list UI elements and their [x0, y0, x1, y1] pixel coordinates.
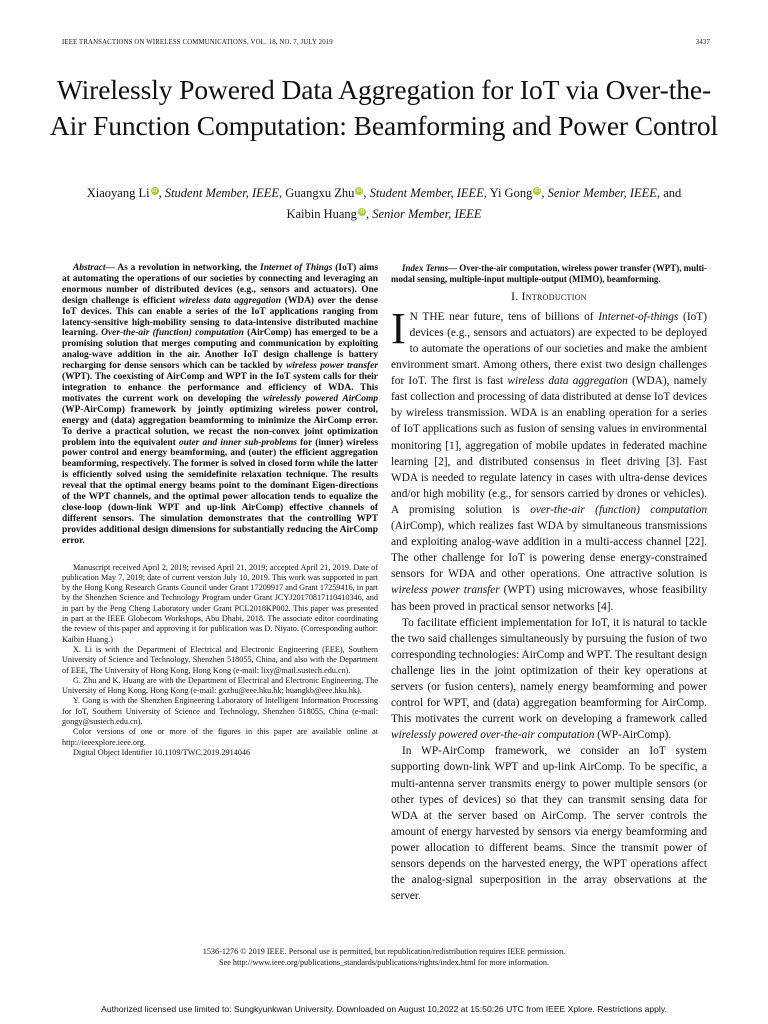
orcid-icon[interactable]: iD: [534, 188, 540, 194]
orcid-icon[interactable]: iD: [359, 209, 365, 215]
manuscript-note: Manuscript received April 2, 2019; revised April 21, 2019; accepted April 21, 2019. Date of publication May 7, 2019; date of current version July 10, 2019. This work was supported in part by the Hong Kong Research Grants Council under Grant 17209917 and Grant 17259416, in part by the Shenzhen Science and Technology Program under Grant JCYJ20170817110410346, and in part by the Peng Cheng Laboratory under Grant PCL2018KP002. This paper was presented in part at the IEEE Globecom Workshops, Abu Dhabi, 2018. The associate editor coordinating the review of this paper and approving it for publication was D. Niyato. (Corresponding author: Kaibin Huang.): [62, 562, 378, 644]
emphasized-term: Over-the-air (function) computation: [101, 328, 244, 339]
running-head: [62, 39, 710, 49]
emphasized-term: wirelessly powered AirComp: [263, 393, 379, 404]
copyright-notice: [60, 946, 708, 968]
author-name: Guangxu Zhu: [285, 186, 355, 200]
emphasized-term: wirelessly powered over-the-air computation: [391, 729, 595, 742]
paragraph: [391, 303, 708, 615]
paper-title: Wirelessly Powered Data Aggregation for IoT via Over-the-Air Function Computation: Beamforming and Power Control: [49, 74, 719, 141]
page-number: 3437: [695, 39, 710, 46]
orcid-icon[interactable]: iD: [356, 188, 362, 194]
orcid-icon[interactable]: iD: [151, 188, 158, 194]
color-note: Color versions of one or more of the figures in this paper are available online at http://ieeexplore.ieee.org.: [62, 727, 378, 747]
author-membership: Senior Member, IEEE: [372, 207, 482, 221]
paragraph-text: In WP-AirComp framework, we consider an IoT system supporting down-link WPT and up-link AirComp. To be specific, a multi-antenna server transmits energy to power multiple sensors (or other types of devices) so that they can transmit sensing data for WDA at the server based on AirComp. The server controls the amount of energy harvested by sensors via energy beamforming and power allocation to different beams. Since the transmit power of sensors depends on the harvested energy, the WPT operations affect the analog-signal superposition in the array observations at the server.: [391, 745, 707, 903]
index-terms-label: Index Terms: [402, 263, 449, 273]
author-list: Xiaoyang Li iD, Student Member, IEEE, Guangxu Zhu iD, Student Member, IEEE, Yi Gong iD, Senior Member, IEEE, and Kaibin Huang iD, Senior Member, IEEE: [86, 186, 682, 221]
emphasized-term: wireless data aggregation: [179, 295, 281, 306]
copyright-line: See http://www.ieee.org/publications_standards/publications/rights/index.html for more information.: [219, 958, 549, 967]
index-terms-text: — Over-the-air computation, wireless power transfer (WPT), multi-modal sensing, multiple-input multiple-output (MIMO), beamforming.: [391, 263, 708, 284]
paragraph: [391, 615, 707, 744]
paragraph: [391, 743, 707, 904]
affiliation-note: X. Li is with the Department of Electrical and Electronic Engineering (EEE), Southern University of Science and Technology, Shenzhen 518055, China, and also with the Department of EEE, The University of Hong Kong, Hong Kong (e-mail: lixy@mail.sustech.edu.cn).: [62, 644, 378, 675]
right-column: [391, 263, 707, 904]
author-name: Kaibin Huang: [286, 207, 357, 221]
author-name: Yi Gong: [489, 186, 533, 200]
emphasized-term: Internet of Things: [260, 263, 333, 273]
author-membership: Student Member, IEEE: [369, 186, 484, 200]
abstract-text: — As a revolution in networking, the Internet of Things (IoT) aims at automating the operations of our societies by connecting and leveraging an enormous number of distributed devices (e.g., sensors and actuators). One design challenge is efficient wireless data aggregation (WDA) over the dense IoT devices. This can enable a series of the IoT applications ranging from latency-sensitive high-mobility sensing to data-intensive distributed machine learning. Over-the-air (function) computation (AirComp) has emerged to be a promising solution that merges computing and communication by exploiting analog-wave addition in the air. Another IoT design challenge is battery recharging for dense sensors which can be tackled by wireless power transfer (WPT). The coexisting of AirComp and WPT in the IoT system calls for their integration to enhance the performance and efficiency of WDA. This motivates the current work on developing the wirelessly powered AirComp (WP-AirComp) framework by jointly optimizing wireless power control, energy and (data) aggregation beamforming to minimize the AirComp error. To derive a practical solution, we recast the non-convex joint optimization problem into the equivalent outer and inner sub-problems for (inner) wireless power control and energy beamforming, and (outer) the efficient aggregation beamforming, respectively. The former is solved in closed form while the latter is efficiently solved using the semidefinite relaxation technique. The results reveal that the optimal energy beams point to the dominant Eigen-directions of the WPT channels, and the optimal power allocation tends to equalize the close-loop (down-link WPT and up-link AirComp) effective channels of different sensors. The simulation demonstrates that the controlling WPT provides additional design dimensions for substantially reducing the AirComp error.: [62, 263, 379, 546]
journal-info: IEEE TRANSACTIONS ON WIRELESS COMMUNICATIONS, VOL. 18, NO. 7, JULY 2019: [62, 39, 333, 46]
section-heading: [391, 291, 707, 303]
author-membership: Senior Member, IEEE: [547, 186, 657, 200]
license-notice: Authorized licensed use limited to: Sungkyunkwan University. Downloaded on August 10,2022 at 15:50:26 UTC from IEEE Xplore. Restrictions apply.: [101, 1004, 667, 1014]
emphasized-term: outer and inner sub-problems: [178, 437, 297, 448]
drop-cap: I: [391, 303, 406, 353]
footnote: [62, 563, 378, 759]
author-name: Xiaoyang Li: [86, 186, 150, 200]
emphasized-term: wireless power transfer: [286, 361, 378, 372]
emphasized-term: wireless power transfer: [391, 584, 500, 597]
doi-note: Digital Object Identifier 10.1109/TWC.2019.2914046: [73, 747, 251, 757]
affiliation-note: Y. Gong is with the Shenzhen Engineering Laboratory of Intelligent Information Processing for IoT, Southern University of Science and Technology, Shenzhen 518055, China (e-mail: gongy@sustech.edu.cn).: [62, 696, 378, 727]
copyright-line: 1536-1276 © 2019 IEEE. Personal use is permitted, but republication/redistribution requires IEEE permission.: [202, 947, 566, 956]
abstract-label: Abstract: [73, 263, 106, 273]
emphasized-term: wireless data aggregation: [507, 375, 628, 388]
left-column: [62, 263, 378, 758]
introduction-body: [391, 303, 708, 904]
section-title: Introduction: [521, 290, 587, 303]
section-number: I.: [511, 290, 519, 303]
affiliation-note: G. Zhu and K. Huang are with the Department of Electrical and Electronic Engineering, The University of Hong Kong, Hong Kong (e-mail: gxzhu@eee.hku.hk; huangkb@eee.hku.hk).: [62, 675, 378, 696]
emphasized-term: over-the-air (function) computation: [530, 503, 708, 516]
paragraph-text: To facilitate efficient implementation for IoT, it is natural to tackle the two said challenges simultaneously by pursuing the fusion of two corresponding technologies: AirComp and WPT. The resultant design challenge lies in the joint optimization of their key operations at servers (or fusion centers), namely energy beamforming and power control for WPT, and (data) aggregation beamforming for AirComp. This motivates the current work on developing a framework called wirelessly powered over-the-air computation (WP-AirComp).: [391, 616, 707, 742]
author-membership: Student Member, IEEE: [164, 186, 280, 200]
paragraph-text: N THE near future, tens of billions of Internet-of-things (IoT) devices (e.g., sensors and actuators) are expected to be deployed to automate the operations of our societies and make the ambient environment smart. Among others, there exist two design challenges for IoT. The first is fast wireless data aggregation (WDA), namely fast collection and processing of data distributed at dense IoT devices by wireless transmission. WDA is an enabling operation for a series of IoT applications such as fusion of sensing values in environmental monitoring [1], aggregation of mobile updates in federated machine learning [2], and distributed consensus in fleet driving [3]. Fast WDA is needed to regulate latency in cases with ultra-dense devices and/or high mobility (e.g., for sensors carried by drones or vehicles). A promising solution is over-the-air (function) computation (AirComp), which realizes fast WDA by simultaneous transmissions and exploiting analog-wave addition in a multi-access channel [22]. The other challenge for IoT is powering dense energy-constrained sensors for WDA and other operations. One attractive solution is wireless power transfer (WPT) using microwaves, whose feasibility has been proved in practical sensor networks [4].: [391, 310, 708, 613]
emphasized-term: Internet-of-things: [598, 310, 679, 323]
abstract: [62, 263, 378, 547]
index-terms: [391, 263, 707, 285]
